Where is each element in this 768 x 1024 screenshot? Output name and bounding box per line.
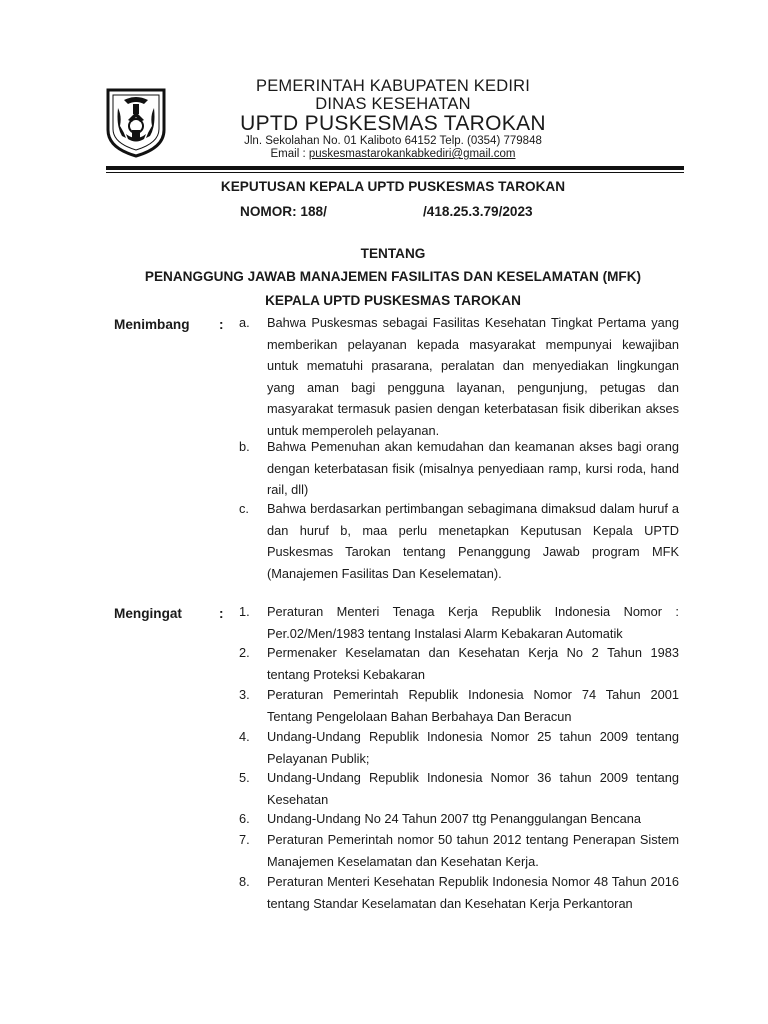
item-text: Permenaker Keselamatan dan Kesehatan Kerja No 2 Tahun 1983 tentang Proteksi Kebakaran	[267, 645, 679, 682]
item-marker: 1.	[239, 604, 250, 619]
item-text: Undang-Undang Republik Indonesia Nomor 36 tahun 2009 tentang Kesehatan	[267, 770, 679, 807]
item-marker: 7.	[239, 832, 250, 847]
letterhead-divider-thin	[106, 172, 684, 173]
item-text: Peraturan Pemerintah nomor 50 tahun 2012 tentang Penerapan Sistem Manajemen Keselamatan dan Kesehatan Kerja.	[267, 832, 679, 869]
kediri-regency-emblem-logo	[104, 86, 168, 158]
decree-issuer: KEPALA UPTD PUSKESMAS TAROKAN	[265, 293, 521, 308]
letterhead-divider-thick	[106, 166, 684, 170]
menimbang-colon: :	[219, 317, 224, 332]
mengingat-colon: :	[219, 606, 224, 621]
item-marker: 4.	[239, 729, 250, 744]
item-marker: 3.	[239, 687, 250, 702]
letterhead-agency: DINAS KESEHATAN	[315, 95, 471, 113]
item-text: Peraturan Pemerintah Republik Indonesia Nomor 74 Tahun 2001 Tentang Pengelolaan Bahan Berbahaya Dan Beracun	[267, 687, 679, 724]
item-marker: b.	[239, 439, 250, 454]
decree-title: KEPUTUSAN KEPALA UPTD PUSKESMAS TAROKAN	[220, 179, 566, 194]
letterhead-email	[178, 149, 608, 161]
email-link[interactable]: puskesmastarokankabkediri@gmail.com	[308, 148, 516, 160]
letterhead-institution: UPTD PUSKESMAS TAROKAN	[240, 112, 546, 135]
decree-subject: PENANGGUNG JAWAB MANAJEMEN FASILITAS DAN KESELAMATAN (MFK)	[144, 269, 642, 284]
item-text: Peraturan Menteri Tenaga Kerja Republik Indonesia Nomor : Per.02/Men/1983 tentang Instalasi Alarm Kebakaran Automatik	[267, 604, 679, 641]
item-marker: 6.	[239, 811, 250, 826]
letterhead-government: PEMERINTAH KABUPATEN KEDIRI	[255, 77, 531, 95]
item-marker: 8.	[239, 874, 250, 889]
item-marker: 2.	[239, 645, 250, 660]
item-text: Bahwa berdasarkan pertimbangan sebagimana dimaksud dalam huruf a dan huruf b, maa perlu menetapkan Keputusan Kepala UPTD Puskesmas Tarokan tentang Penanggung Jawab program MFK (Manajemen Fasilitas Dan Keselematan).	[267, 501, 679, 581]
item-text: Bahwa Pemenuhan akan kemudahan dan keamanan akses bagi orang dengan keterbatasan fisik (misalnya penyediaan ramp, kursi roda, hand rail, dll)	[267, 439, 679, 497]
item-marker: a.	[239, 315, 250, 330]
item-marker: c.	[239, 501, 249, 516]
item-text: Undang-Undang No 24 Tahun 2007 ttg Penanggulangan Bencana	[267, 811, 642, 826]
item-text: Bahwa Puskesmas sebagai Fasilitas Kesehatan Tingkat Pertama yang memberikan pelayanan kepada masyarakat mempunyai kewajiban untuk mematuhi prasarana, peralatan dan menyediakan lingkungan yang aman bagi pengguna layanan, pengunjung, petugas dan masyarakat termasuk pasien dengan keterbatasan fisik diberikan akses untuk memperoleh pelayanan.	[267, 315, 679, 438]
email-label: Email :	[270, 148, 309, 160]
item-text: Undang-Undang Republik Indonesia Nomor 25 tahun 2009 tentang Pelayanan Publik;	[267, 729, 679, 766]
item-marker: 5.	[239, 770, 250, 785]
decree-about-heading: TENTANG	[360, 246, 426, 261]
item-text: Peraturan Menteri Kesehatan Republik Indonesia Nomor 48 Tahun 2016 tentang Standar Keselamatan dan Kesehatan Kerja Perkantoran	[267, 874, 679, 911]
mengingat-label: Mengingat	[114, 606, 182, 621]
menimbang-label: Menimbang	[114, 317, 190, 332]
decree-number-prefix: NOMOR: 188/	[240, 204, 327, 219]
decree-number-suffix: /418.25.3.79/2023	[423, 204, 533, 219]
letterhead-address: Jln. Sekolahan No. 01 Kaliboto 64152 Telp. (0354) 779848	[244, 135, 542, 147]
